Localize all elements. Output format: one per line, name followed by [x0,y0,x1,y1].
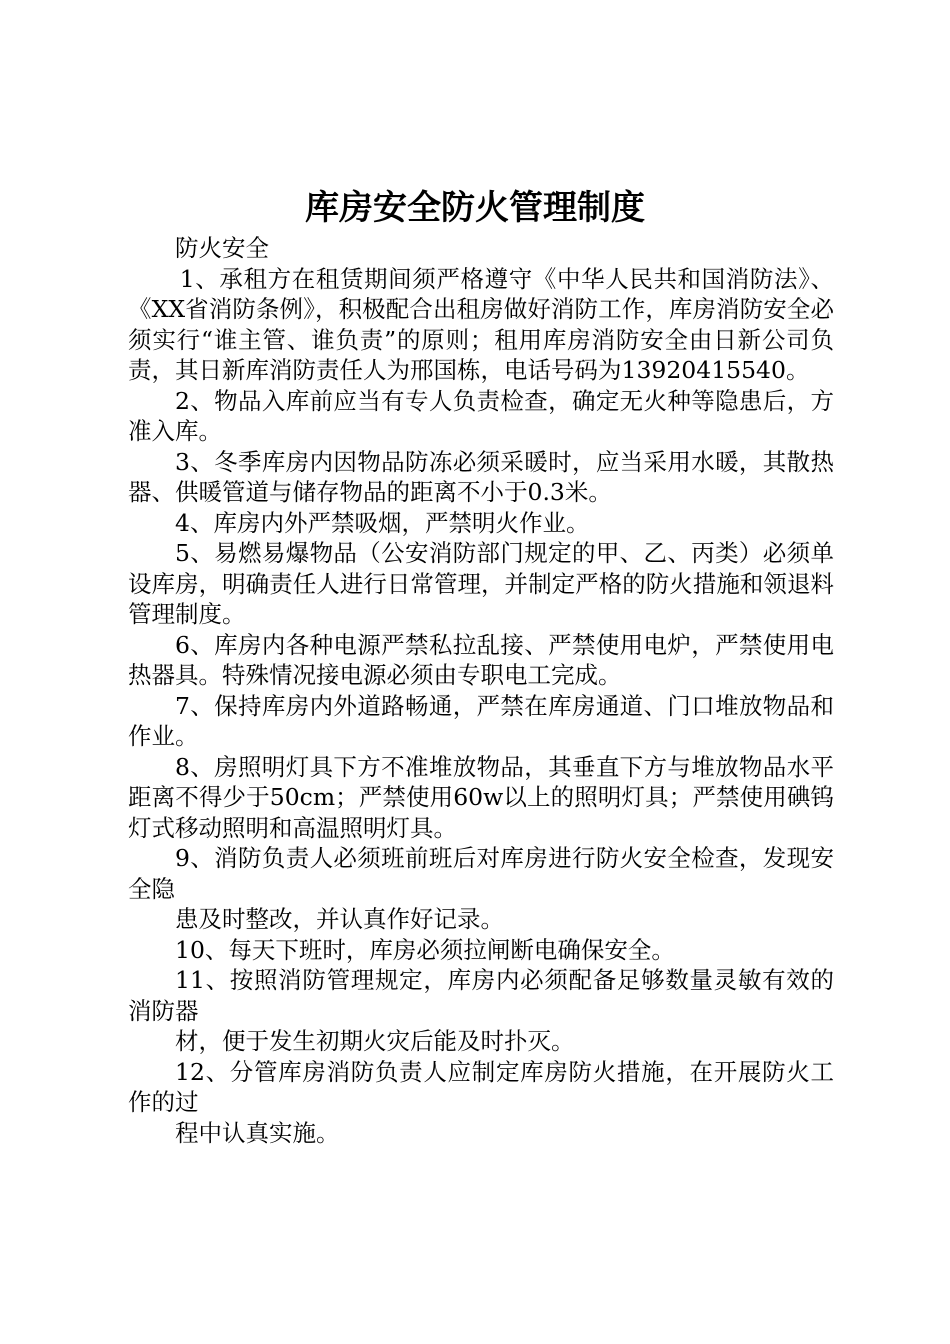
clause-7: 7、保持库房内外道路畅通，严禁在库房通道、门口堆放物品和作业。 [128,691,834,750]
clause-12-continued: 程中认真实施。 [175,1118,340,1147]
clause-2: 2、物品入库前应当有专人负责检查，确定无火种等隐患后，方准入库。 [128,386,834,445]
clause-4: 4、库房内外严禁吸烟，严禁明火作业。 [175,508,590,537]
clause-9: 9、消防负责人必须班前班后对库房进行防火安全检查，发现安全隐 [128,844,834,903]
clause-9-continued: 患及时整改，并认真作好记录。 [175,905,504,933]
section-heading: 防火安全 [175,234,269,262]
clause-12: 12、分管库房消防负责人应制定库房防火措施，在开展防火工作的过 [128,1057,834,1116]
clause-8: 8、房照明灯具下方不准堆放物品，其垂直下方与堆放物品水平距离不得少于50cm；严禁使用60w以上的照明灯具；严禁使用碘钨灯式移动照明和高温照明灯具。 [128,752,834,842]
clause-1: 1、承租方在租赁期间须严格遵守《中华人民共和国消防法》、《XX省消防条例》，积极配合出租房做好消防工作，库房消防安全必须实行“谁主管、谁负责”的原则；租用库房消防安全由日新公司负责，其日新库消防责任人为邢国栋，电话号码为13920415540。 [128,264,834,384]
document-body [128,233,834,1148]
clause-11-continued: 材，便于发生初期火灾后能及时扑灭。 [175,1027,575,1055]
clause-10: 10、每天下班时，库房必须拉闸断电确保安全。 [175,935,675,964]
clause-3: 3、冬季库房内因物品防冻必须采暖时，应当采用水暖，其散热器、供暖管道与储存物品的距离不小于0.3米。 [128,447,834,506]
clause-5: 5、易燃易爆物品（公安消防部门规定的甲、乙、丙类）必须单设库房，明确责任人进行日常管理，并制定严格的防火措施和领退料管理制度。 [128,539,834,628]
document-title: 库房安全防火管理制度 [305,188,645,228]
clause-11: 11、按照消防管理规定，库房内必须配备足够数量灵敏有效的消防器 [128,966,834,1025]
clause-6: 6、库房内各种电源严禁私拉乱接、严禁使用电炉，严禁使用电热器具。特殊情况接电源必须由专职电工完成。 [128,630,834,689]
